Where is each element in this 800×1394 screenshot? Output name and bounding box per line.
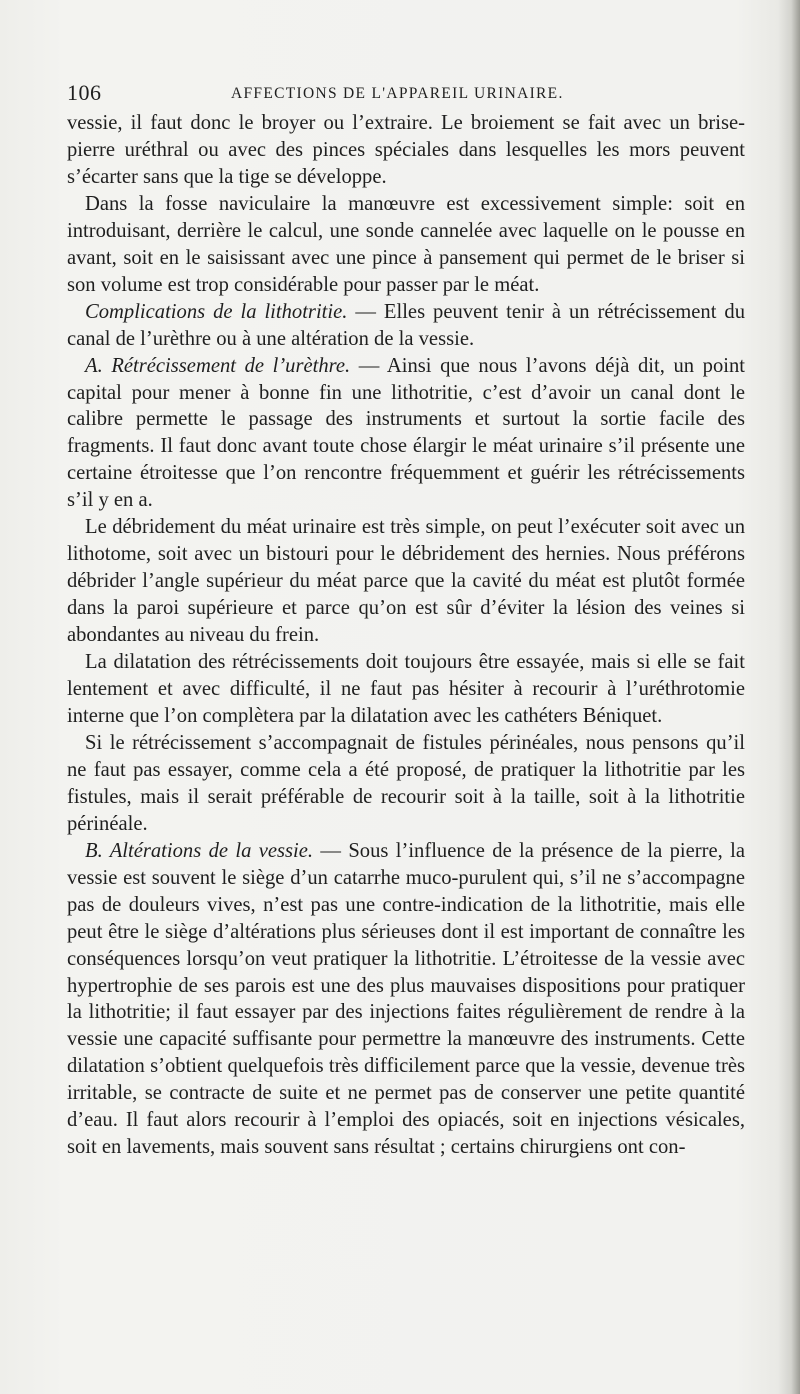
page-edge-shadow: [778, 0, 800, 1394]
paragraph-text: vessie, il faut donc le broyer ou l’extraire. Le broiement se fait avec un brise-pierre uréthral ou avec des pinces spéciales dans lesquelles les mors peuvent s’écarter sans que la tige se développe.: [67, 112, 745, 188]
section-paragraph: [67, 353, 745, 515]
paragraph-text: Dans la fosse naviculaire la manœuvre est excessivement simple: soit en introduisant, derrière le calcul, une sonde cannelée avec laquelle on le pousse en avant, soit en le saisissant avec une pince à pansement qui permet de le briser si son volume est trop considérable pour passer par le méat.: [67, 192, 745, 296]
section-heading: A. Rétrécissement de l’urèthre.: [85, 354, 351, 377]
paragraph-text: Si le rétrécissement s’accompagnait de fistules périnéales, nous pensons qu’il ne faut pas essayer, comme cela a été proposé, de pratiquer la lithotritie par les fistules, mais il serait préférable de recourir soit à la taille, soit à la lithotritie périnéale.: [67, 731, 745, 835]
paragraph-text: La dilatation des rétrécissements doit toujours être essayée, mais si elle se fait lentement et avec difficulté, il ne faut pas hésiter à recourir à l’uréthrotomie interne que l’on complètera par la dilatation avec les cathéters Béniquet.: [67, 651, 745, 727]
paragraph: [67, 110, 745, 191]
paragraph: [67, 649, 745, 730]
page-number: 106: [67, 80, 102, 105]
body-text: [67, 110, 745, 1161]
paragraph: [67, 730, 745, 838]
section-heading: Complications de la lithotritie.: [85, 300, 348, 323]
running-title: AFFECTIONS DE L'APPAREIL URINAIRE.: [231, 85, 564, 102]
paragraph-text: — Ainsi que nous l’avons déjà dit, un point capital pour mener à bonne fin une lithotritie, c’est d’avoir un canal dont le calibre permette le passage des instruments et surtout la sortie facile des fragments. Il faut donc avant toute chose élargir le méat urinaire s’il présente une certaine étroitesse que l’on rencontre fréquemment et guérir les rétrécissements s’il y en a.: [67, 354, 745, 512]
page-header: [67, 80, 747, 110]
section-heading: B. Altérations de la vessie.: [85, 839, 314, 862]
paragraph-text: — Sous l’influence de la présence de la pierre, la vessie est souvent le siège d’un catarrhe muco-purulent qui, s’il ne s’accompagne pas de douleurs vives, n’est pas une contre-indication de la lithotritie, mais elle peut être le siège d’altérations plus sérieuses dont il est important de connaître les conséquences lorsqu’on veut pratiquer la lithotritie. L’étroitesse de la vessie avec hypertrophie de ses parois est une des plus mauvaises dispositions pour pratiquer la lithotritie; il faut essayer par des injections faites régulièrement de rendre à la vessie une capacité suffisante pour permettre la manœuvre des instruments. Cette dilatation s’obtient quelquefois très difficilement parce que la vessie, devenue très irritable, se contracte de suite et ne permet pas de conserver une petite quantité d’eau. Il faut alors recourir à l’emploi des opiacés, soit en injections vésicales, soit en lavements, mais souvent sans résultat ; certains chirurgiens ont con-: [67, 839, 745, 1159]
paragraph-text: Le débridement du méat urinaire est très simple, on peut l’exécuter soit avec un lithotome, soit avec un bistouri pour le débridement des hernies. Nous préférons débrider l’angle supérieur du méat parce que la cavité du méat est plutôt formée dans la paroi supérieure et parce qu’on est sûr d’éviter la lésion des veines si abondantes au niveau du frein.: [67, 516, 745, 647]
paragraph: [67, 514, 745, 649]
section-paragraph: [67, 299, 745, 353]
paragraph-text: — Elles peuvent tenir à un rétrécissement du canal de l’urèthre ou à une altération de la vessie.: [67, 300, 745, 350]
paragraph: [67, 191, 745, 299]
section-paragraph: [67, 838, 745, 1161]
